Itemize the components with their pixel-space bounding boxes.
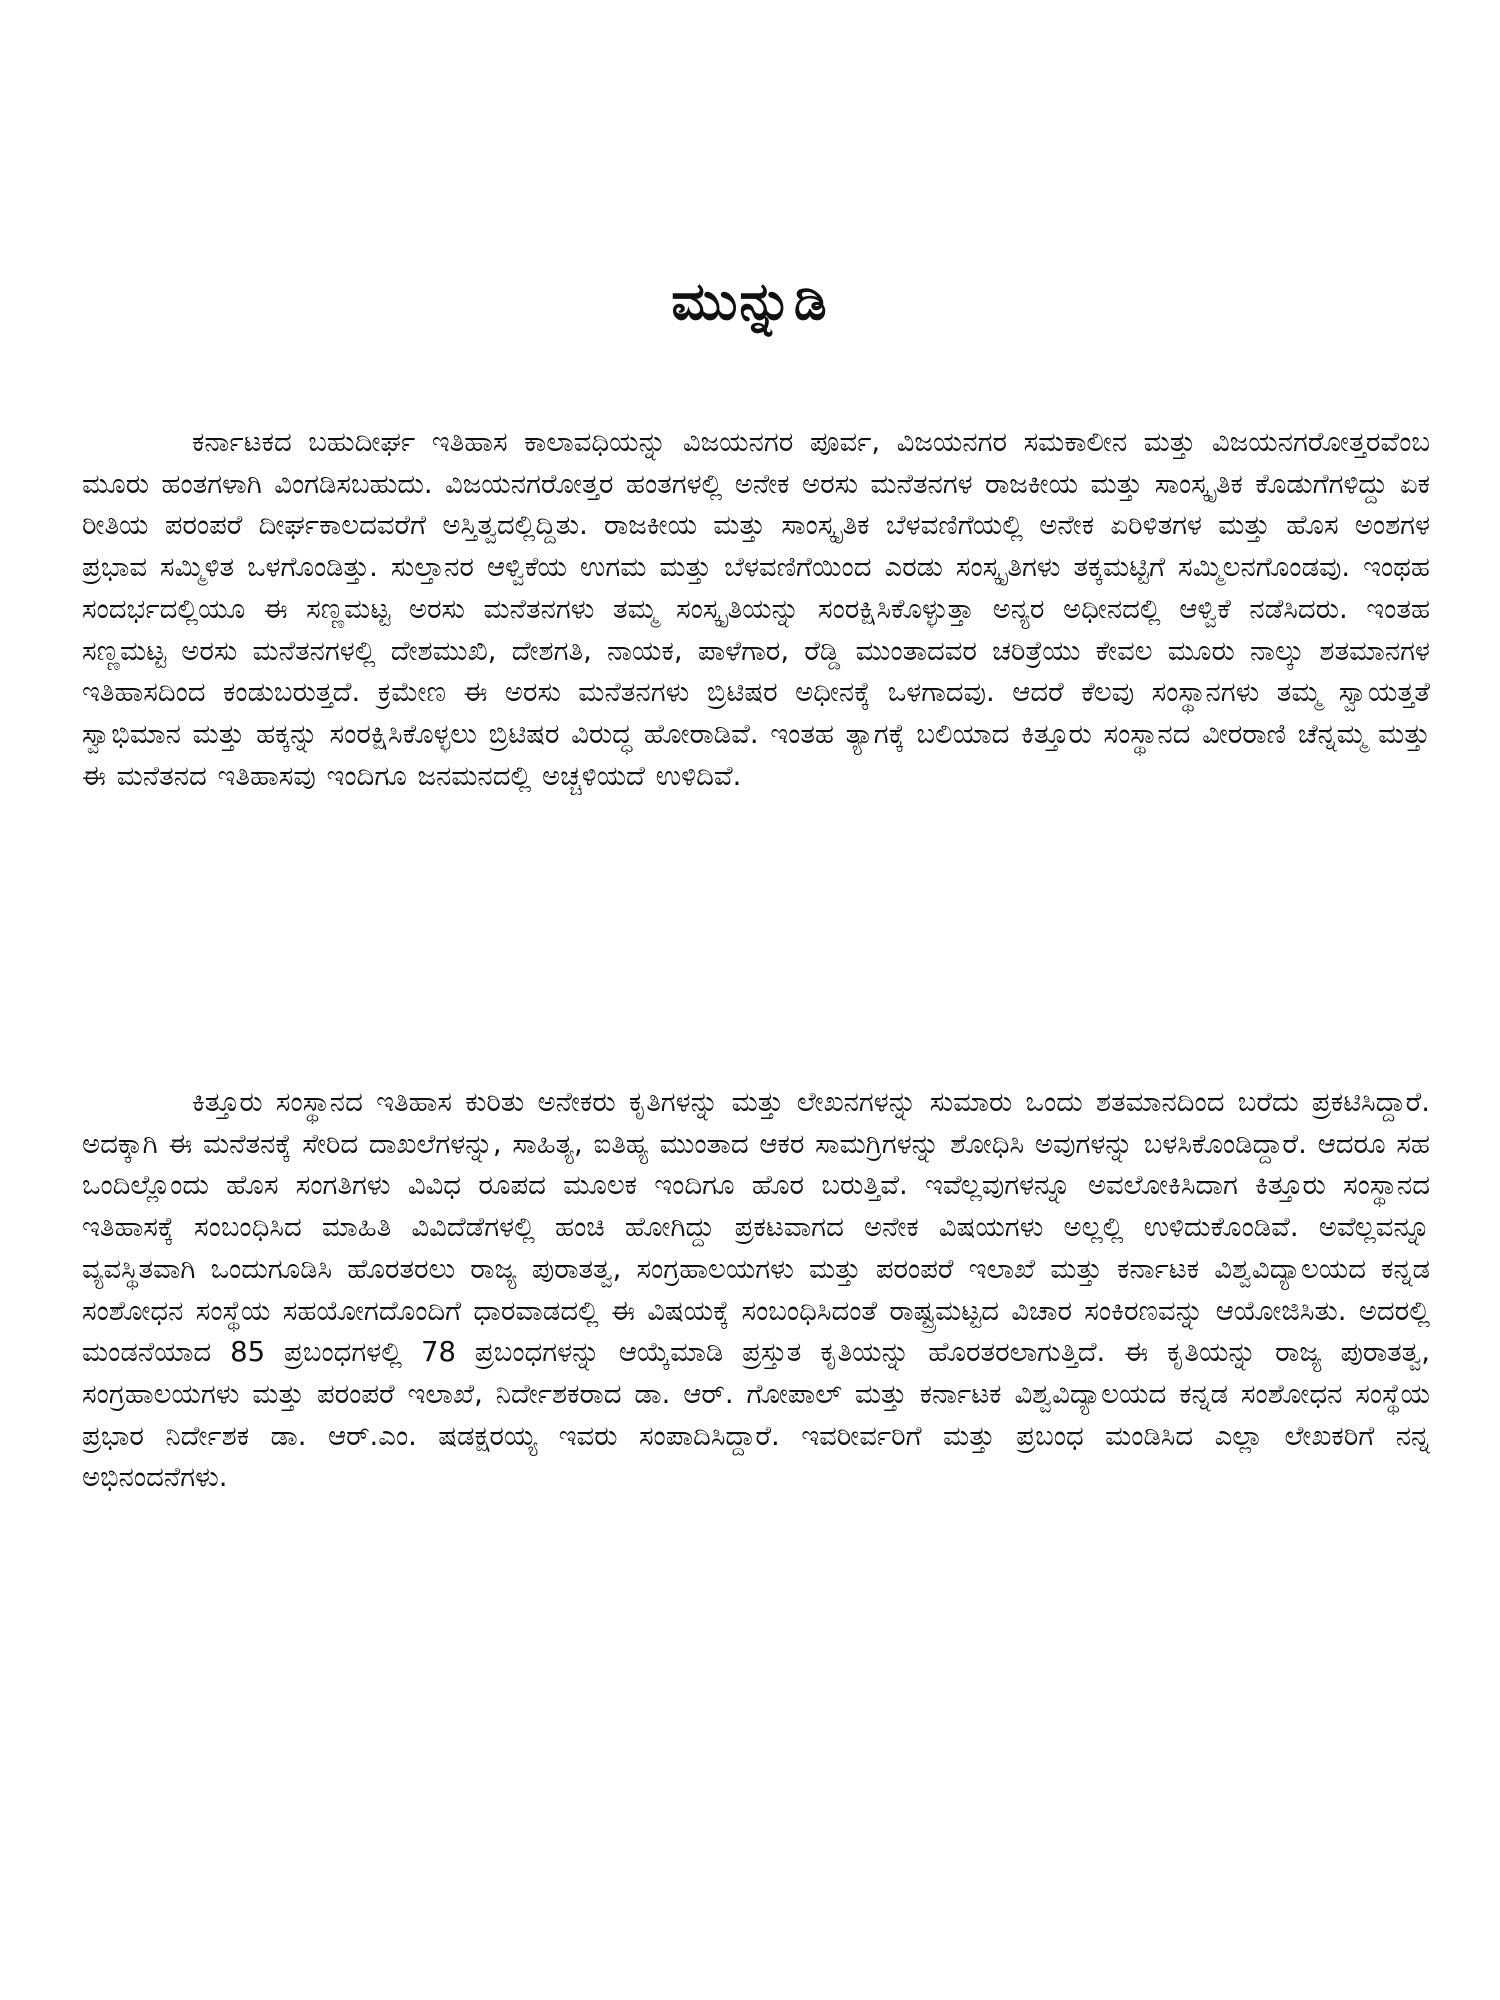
paragraph-1: ಕರ್ನಾಟಕದ ಬಹುದೀರ್ಘ ಇತಿಹಾಸ ಕಾಲಾವಧಿಯನ್ನು ವಿಜಯನಗರ ಪೂರ್ವ, ವಿಜಯನಗರ ಸಮಕಾಲೀನ ಮತ್ತು ವಿಜಯನಗರೋತ್ತರವೆಂಬ ಮೂರು ಹಂತಗಳಾಗಿ ವಿಂಗಡಿಸಬಹುದು. ವಿಜಯನಗರೋತ್ತರ ಹಂತಗಳಲ್ಲಿ ಅನೇಕ ಅರಸು ಮನೆತನಗಳ ರಾಜಕೀಯ ಮತ್ತು ಸಾಂಸ್ಕೃತಿಕ ಕೊಡುಗೆಗಳಿದ್ದು ಏಕ ರೀತಿಯ ಪರಂಪರೆ ದೀರ್ಘಕಾಲದವರೆಗೆ ಅಸ್ತಿತ್ವದಲ್ಲಿದ್ದಿತು. ರಾಜಕೀಯ ಮತ್ತು ಸಾಂಸ್ಕೃತಿಕ ಬೆಳವಣಿಗೆಯಲ್ಲಿ ಅನೇಕ ಏರಿಳಿತಗಳ ಮತ್ತು ಹೊಸ ಅಂಶಗಳ ಪ್ರಭಾವ ಸಮ್ಮಿಳಿತ ಒಳಗೊಂಡಿತ್ತು. ಸುಲ್ತಾನರ ಆಳ್ವಿಕೆಯ ಉಗಮ ಮತ್ತು ಬೆಳವಣಿಗೆಯಿಂದ ಎರಡು ಸಂಸ್ಕೃತಿಗಳು ತಕ್ಕಮಟ್ಟಿಗೆ ಸಮ್ಮಿಲನಗೊಂಡವು. ಇಂಥಹ ಸಂದರ್ಭದಲ್ಲಿಯೂ ಈ ಸಣ್ಣಮಟ್ಟ ಅರಸು ಮನೆತನಗಳು ತಮ್ಮ ಸಂಸ್ಕೃತಿಯನ್ನು ಸಂರಕ್ಷಿಸಿಕೊಳ್ಳುತ್ತಾ ಅನ್ಯರ ಅಧೀನದಲ್ಲಿ ಆಳ್ವಿಕೆ ನಡೆಸಿದರು. ಇಂತಹ ಸಣ್ಣಮಟ್ಟ ಅರಸು ಮನೆತನಗಳಲ್ಲಿ ದೇಶಮುಖಿ, ದೇಶಗತಿ, ನಾಯಕ, ಪಾಳೆಗಾರ, ರೆಡ್ಡಿ ಮುಂತಾದವರ ಚರಿತ್ರೆಯು ಕೇವಲ ಮೂರು ನಾಲ್ಕು ಶತಮಾನಗಳ ಇತಿಹಾಸದಿಂದ ಕಂಡುಬರುತ್ತದೆ. ಕ್ರಮೇಣ ಈ ಅರಸು ಮನೆತನಗಳು ಬ್ರಿಟಿಷರ ಅಧೀನಕ್ಕೆ ಒಳಗಾದವು. ಆದರೆ ಕೆಲವು ಸಂಸ್ಥಾನಗಳು ತಮ್ಮ ಸ್ವಾಯತ್ತತೆ ಸ್ವಾಭಿಮಾನ ಮತ್ತು ಹಕ್ಕನ್ನು ಸಂರಕ್ಷಿಸಿಕೊಳ್ಳಲು ಬ್ರಿಟಿಷರ ವಿರುದ್ಧ ಹೋರಾಡಿವೆ. ಇಂತಹ ತ್ಯಾಗಕ್ಕೆ ಬಲಿಯಾದ ಕಿತ್ತೂರು ಸಂಸ್ಥಾನದ ವೀರರಾಣಿ ಚೆನ್ನಮ್ಮ ಮತ್ತು ಈ ಮನೆತನದ ಇತಿಹಾಸವು ಇಂದಿಗೂ ಜನಮನದಲ್ಲಿ ಅಚ್ಚಳಿಯದೆ ಉಳಿದಿವೆ. <box>82 426 1430 792</box>
paragraph-2: ಕಿತ್ತೂರು ಸಂಸ್ಥಾನದ ಇತಿಹಾಸ ಕುರಿತು ಅನೇಕರು ಕೃತಿಗಳನ್ನು ಮತ್ತು ಲೇಖನಗಳನ್ನು ಸುಮಾರು ಒಂದು ಶತಮಾನದಿಂದ ಬರೆದು ಪ್ರಕಟಿಸಿದ್ದಾರೆ. ಅದಕ್ಕಾಗಿ ಈ ಮನೆತನಕ್ಕೆ ಸೇರಿದ ದಾಖಲೆಗಳನ್ನು, ಸಾಹಿತ್ಯ, ಐತಿಹ್ಯ ಮುಂತಾದ ಆಕರ ಸಾಮಗ್ರಿಗಳನ್ನು ಶೋಧಿಸಿ ಅವುಗಳನ್ನು ಬಳಸಿಕೊಂಡಿದ್ದಾರೆ. ಆದರೂ ಸಹ ಒಂದಿಲ್ಲೊಂದು ಹೊಸ ಸಂಗತಿಗಳು ವಿವಿಧ ರೂಪದ ಮೂಲಕ ಇಂದಿಗೂ ಹೊರ ಬರುತ್ತಿವೆ. ಇವೆಲ್ಲವುಗಳನ್ನೂ ಅವಲೋಕಿಸಿದಾಗ ಕಿತ್ತೂರು ಸಂಸ್ಥಾನದ ಇತಿಹಾಸಕ್ಕೆ ಸಂಬಂಧಿಸಿದ ಮಾಹಿತಿ ವಿವಿದೆಡೆಗಳಲ್ಲಿ ಹಂಚಿ ಹೋಗಿದ್ದು ಪ್ರಕಟವಾಗದ ಅನೇಕ ವಿಷಯಗಳು ಅಲ್ಲಲ್ಲಿ ಉಳಿದುಕೊಂಡಿವೆ. ಅವೆಲ್ಲವನ್ನೂ ವ್ಯವಸ್ಥಿತವಾಗಿ ಒಂದುಗೂಡಿಸಿ ಹೊರತರಲು ರಾಜ್ಯ ಪುರಾತತ್ವ, ಸಂಗ್ರಹಾಲಯಗಳು ಮತ್ತು ಪರಂಪರೆ ಇಲಾಖೆ ಮತ್ತು ಕರ್ನಾಟಕ ವಿಶ್ವವಿದ್ಯಾಲಯದ ಕನ್ನಡ ಸಂಶೋಧನ ಸಂಸ್ಥೆಯ ಸಹಯೋಗದೊಂದಿಗೆ ಧಾರವಾಡದಲ್ಲಿ ಈ ವಿಷಯಕ್ಕೆ ಸಂಬಂಧಿಸಿದಂತೆ ರಾಷ್ಟ್ರಮಟ್ಟದ ವಿಚಾರ ಸಂಕಿರಣವನ್ನು ಆಯೋಜಿಸಿತು. ಅದರಲ್ಲಿ ಮಂಡನೆಯಾದ 85 ಪ್ರಬಂಧಗಳಲ್ಲಿ 78 ಪ್ರಬಂಧಗಳನ್ನು ಆಯ್ಕೆಮಾಡಿ ಪ್ರಸ್ತುತ ಕೃತಿಯನ್ನು ಹೊರತರಲಾಗುತ್ತಿದೆ. ಈ ಕೃತಿಯನ್ನು ರಾಜ್ಯ ಪುರಾತತ್ವ, ಸಂಗ್ರಹಾಲಯಗಳು ಮತ್ತು ಪರಂಪರೆ ಇಲಾಖೆ, ನಿರ್ದೇಶಕರಾದ ಡಾ. ಆರ್. ಗೋಪಾಲ್ ಮತ್ತು ಕರ್ನಾಟಕ ವಿಶ್ವವಿದ್ಯಾಲಯದ ಕನ್ನಡ ಸಂಶೋಧನ ಸಂಸ್ಥೆಯ ಪ್ರಭಾರ ನಿರ್ದೇಶಕ ಡಾ. ಆರ್.ಎಂ. ಷಡಕ್ಷರಯ್ಯ ಇವರು ಸಂಪಾದಿಸಿದ್ದಾರೆ. ಇವರೀರ್ವರಿಗೆ ಮತ್ತು ಪ್ರಬಂಧ ಮಂಡಿಸಿದ ಎಲ್ಲಾ ಲೇಖಕರಿಗೆ ನನ್ನ ಅಭಿನಂದನೆಗಳು. <box>82 1086 1430 1494</box>
page-title: ಮುನ್ನುಡಿ <box>671 272 829 332</box>
